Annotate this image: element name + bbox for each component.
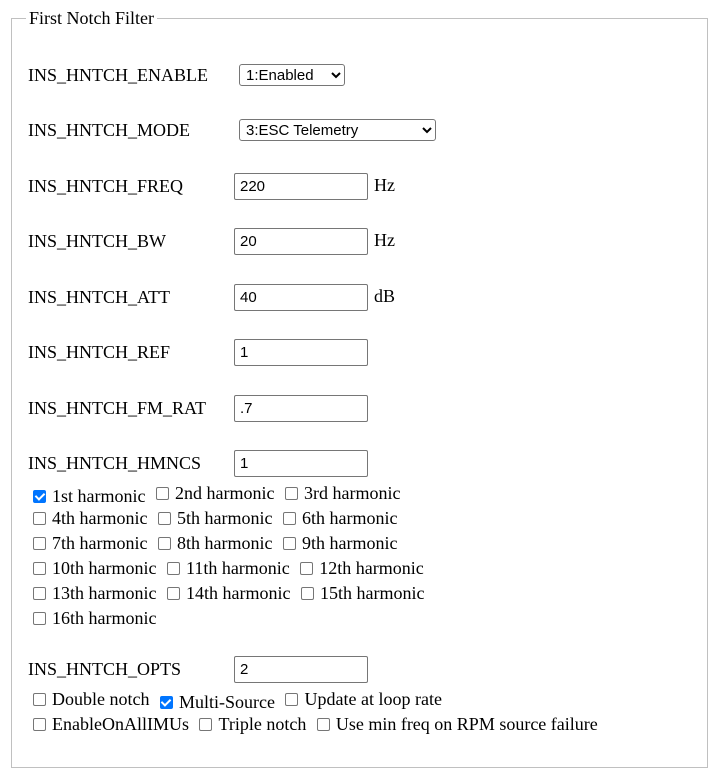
harmonic-3-checkbox[interactable] [285, 481, 400, 506]
harmonic-3-box[interactable] [285, 487, 298, 500]
harmonic-7-box[interactable] [33, 537, 46, 550]
harmonic-11-box[interactable] [167, 562, 180, 575]
harmonic-7-checkbox[interactable] [33, 531, 147, 556]
harmonic-8-box[interactable] [158, 537, 171, 550]
param-row-enable [28, 60, 208, 90]
option-triple-notch-box[interactable] [199, 718, 212, 731]
harmonic-5-label: 5th harmonic [176, 508, 273, 528]
option-min-freq-rpm-failure-checkbox[interactable] [317, 712, 598, 737]
harmonic-13-label: 13th harmonic [52, 583, 157, 603]
harmonic-2-checkbox[interactable] [156, 481, 274, 506]
harmonics-line-3 [33, 531, 403, 557]
harmonic-6-checkbox[interactable] [283, 506, 397, 531]
bw-unit: Hz [374, 230, 395, 250]
option-update-loop-rate-checkbox[interactable] [285, 687, 441, 712]
option-enable-all-imus-label: EnableOnAllIMUs [52, 714, 189, 734]
param-label-ref: INS_HNTCH_REF [28, 341, 171, 362]
param-label-enable: INS_HNTCH_ENABLE [28, 64, 208, 85]
harmonic-12-box[interactable] [300, 562, 313, 575]
harmonic-9-box[interactable] [283, 537, 296, 550]
param-label-opts: INS_HNTCH_OPTS [28, 658, 182, 679]
param-row-opts [28, 654, 181, 684]
option-triple-notch-checkbox[interactable] [199, 712, 306, 737]
harmonic-16-label: 16th harmonic [52, 608, 157, 628]
mode-select[interactable] [239, 119, 436, 141]
harmonic-12-label: 12th harmonic [319, 558, 424, 578]
option-enable-all-imus-box[interactable] [33, 718, 46, 731]
option-triple-notch-label: Triple notch [218, 714, 307, 734]
param-label-att: INS_HNTCH_ATT [28, 286, 170, 307]
option-update-loop-rate-label: Update at loop rate [304, 689, 442, 709]
param-row-fm-rat [28, 393, 206, 423]
harmonic-10-box[interactable] [33, 562, 46, 575]
options-line-2 [33, 712, 604, 738]
harmonic-4-box[interactable] [33, 512, 46, 525]
param-label-fm-rat: INS_HNTCH_FM_RAT [28, 397, 207, 418]
freq-unit: Hz [374, 175, 395, 195]
param-row-hmncs [28, 448, 201, 478]
harmonic-13-box[interactable] [33, 587, 46, 600]
harmonic-12-checkbox[interactable] [300, 556, 423, 581]
harmonic-14-label: 14th harmonic [185, 583, 291, 603]
harmonic-5-box[interactable] [158, 512, 171, 525]
harmonics-line-6 [33, 606, 162, 632]
harmonics-line-1 [33, 481, 406, 509]
option-double-notch-box[interactable] [33, 693, 46, 706]
harmonic-4-checkbox[interactable] [33, 506, 147, 531]
param-label-hmncs: INS_HNTCH_HMNCS [28, 452, 202, 473]
harmonic-1-label: 1st harmonic [52, 486, 146, 506]
opts-input[interactable] [234, 656, 368, 683]
freq-input[interactable] [234, 173, 368, 200]
enable-select[interactable] [239, 64, 345, 86]
harmonic-15-box[interactable] [301, 587, 314, 600]
harmonic-11-checkbox[interactable] [167, 556, 290, 581]
harmonic-4-label: 4th harmonic [52, 508, 148, 528]
option-min-freq-rpm-failure-box[interactable] [317, 718, 330, 731]
harmonic-13-checkbox[interactable] [33, 581, 156, 606]
option-update-loop-rate-box[interactable] [285, 693, 298, 706]
harmonic-14-checkbox[interactable] [167, 581, 290, 606]
harmonic-7-label: 7th harmonic [52, 533, 148, 553]
att-unit: dB [374, 286, 396, 306]
option-double-notch-label: Double notch [52, 689, 150, 709]
param-label-mode: INS_HNTCH_MODE [28, 119, 190, 140]
harmonic-15-label: 15th harmonic [319, 583, 425, 603]
options-line-1 [33, 687, 448, 715]
harmonic-8-checkbox[interactable] [158, 531, 272, 556]
option-double-notch-checkbox[interactable] [33, 687, 149, 712]
harmonic-10-label: 10th harmonic [52, 558, 157, 578]
harmonic-2-box[interactable] [156, 487, 169, 500]
param-label-freq: INS_HNTCH_FREQ [28, 175, 184, 196]
harmonic-2-label: 2nd harmonic [174, 483, 275, 503]
option-min-freq-rpm-failure-label: Use min freq on RPM source failure [335, 714, 598, 734]
option-multi-source-label: Multi-Source [178, 692, 275, 712]
harmonic-10-checkbox[interactable] [33, 556, 156, 581]
att-input[interactable] [234, 284, 368, 311]
harmonic-16-box[interactable] [33, 612, 46, 625]
param-row-ref [28, 337, 170, 367]
param-label-bw: INS_HNTCH_BW [28, 230, 166, 251]
harmonic-16-checkbox[interactable] [33, 606, 156, 631]
param-row-freq [28, 171, 183, 201]
harmonics-line-4 [33, 556, 430, 582]
param-row-att [28, 282, 170, 312]
fieldset-legend: First Notch Filter [29, 8, 154, 28]
ref-input[interactable] [234, 339, 368, 366]
harmonic-3-label: 3rd harmonic [303, 483, 401, 503]
param-row-mode [28, 115, 190, 145]
harmonics-line-2 [33, 506, 403, 532]
harmonic-9-checkbox[interactable] [283, 531, 397, 556]
harmonic-14-box[interactable] [167, 587, 180, 600]
hmncs-input[interactable] [234, 450, 368, 477]
option-enable-all-imus-checkbox[interactable] [33, 712, 189, 737]
harmonics-line-5 [33, 581, 430, 607]
harmonic-1-box[interactable] [33, 490, 46, 503]
harmonic-6-label: 6th harmonic [301, 508, 398, 528]
harmonic-6-box[interactable] [283, 512, 296, 525]
harmonic-15-checkbox[interactable] [301, 581, 424, 606]
bw-input[interactable] [234, 228, 368, 255]
option-multi-source-box[interactable] [160, 696, 173, 709]
harmonic-8-label: 8th harmonic [176, 533, 273, 553]
harmonic-5-checkbox[interactable] [158, 506, 272, 531]
fm-rat-input[interactable] [234, 395, 368, 422]
param-row-bw [28, 226, 166, 256]
harmonic-9-label: 9th harmonic [301, 533, 398, 553]
harmonic-11-label: 11th harmonic [185, 558, 290, 578]
